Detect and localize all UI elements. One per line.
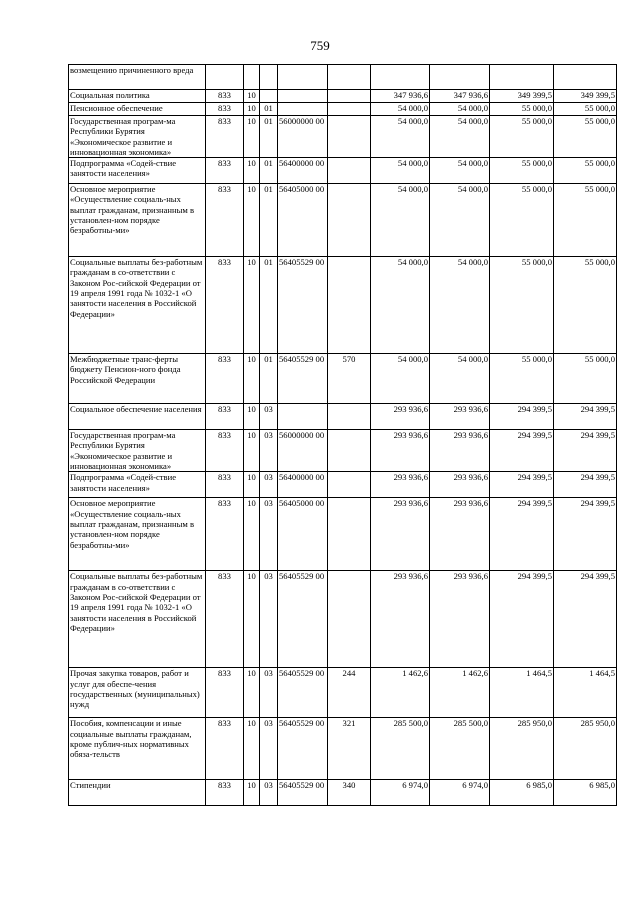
target-article-cell xyxy=(278,103,328,116)
subsection-code-cell: 03 xyxy=(260,668,278,718)
amount-cell: 55 000,0 xyxy=(554,257,617,354)
section-code-cell: 10 xyxy=(244,498,260,571)
section-code-cell: 10 xyxy=(244,668,260,718)
amount-cell: 294 399,5 xyxy=(490,404,554,430)
amount-cell: 54 000,0 xyxy=(371,184,430,257)
target-article-cell: 56400000 00 xyxy=(278,158,328,184)
subsection-code-cell xyxy=(260,65,278,90)
expense-type-cell xyxy=(328,103,371,116)
amount-cell xyxy=(554,65,617,90)
amount-cell: 293 936,6 xyxy=(371,498,430,571)
target-article-cell xyxy=(278,404,328,430)
amount-cell xyxy=(371,65,430,90)
target-article-cell: 56405529 00 xyxy=(278,668,328,718)
ministry-code-cell: 833 xyxy=(206,571,244,668)
amount-cell: 54 000,0 xyxy=(430,103,490,116)
amount-cell: 294 399,5 xyxy=(554,571,617,668)
amount-cell: 6 985,0 xyxy=(490,780,554,806)
amount-cell: 55 000,0 xyxy=(554,354,617,404)
amount-cell: 55 000,0 xyxy=(490,116,554,158)
target-article-cell: 56000000 00 xyxy=(278,116,328,158)
target-article-cell: 56405529 00 xyxy=(278,718,328,780)
target-article-cell xyxy=(278,65,328,90)
ministry-code-cell: 833 xyxy=(206,404,244,430)
amount-cell: 285 500,0 xyxy=(430,718,490,780)
row-name-cell: Стипендии xyxy=(69,780,206,806)
amount-cell: 285 500,0 xyxy=(371,718,430,780)
amount-cell: 285 950,0 xyxy=(554,718,617,780)
expense-type-cell xyxy=(328,404,371,430)
section-code-cell: 10 xyxy=(244,257,260,354)
table-row xyxy=(69,158,617,184)
amount-cell: 349 399,5 xyxy=(490,90,554,103)
table-row xyxy=(69,472,617,498)
amount-cell: 347 936,6 xyxy=(430,90,490,103)
subsection-code-cell: 01 xyxy=(260,116,278,158)
expense-type-cell xyxy=(328,65,371,90)
table-row xyxy=(69,430,617,472)
expense-type-cell xyxy=(328,116,371,158)
section-code-cell: 10 xyxy=(244,158,260,184)
amount-cell: 55 000,0 xyxy=(490,257,554,354)
table-row xyxy=(69,404,617,430)
ministry-code-cell: 833 xyxy=(206,780,244,806)
amount-cell: 55 000,0 xyxy=(490,158,554,184)
amount-cell: 349 399,5 xyxy=(554,90,617,103)
table-row xyxy=(69,571,617,668)
amount-cell: 55 000,0 xyxy=(554,103,617,116)
table-row xyxy=(69,668,617,718)
amount-cell: 293 936,6 xyxy=(371,571,430,668)
row-name-cell: Государственная програм-ма Республики Бурятия «Экономическое развитие и инновационная экономика» xyxy=(69,116,206,158)
amount-cell: 54 000,0 xyxy=(371,354,430,404)
amount-cell: 294 399,5 xyxy=(554,472,617,498)
target-article-cell: 56405529 00 xyxy=(278,354,328,404)
target-article-cell: 56405000 00 xyxy=(278,498,328,571)
amount-cell: 54 000,0 xyxy=(371,103,430,116)
expense-type-cell xyxy=(328,498,371,571)
section-code-cell: 10 xyxy=(244,718,260,780)
target-article-cell: 56405000 00 xyxy=(278,184,328,257)
section-code-cell: 10 xyxy=(244,571,260,668)
amount-cell: 293 936,6 xyxy=(371,404,430,430)
amount-cell: 1 464,5 xyxy=(490,668,554,718)
amount-cell: 54 000,0 xyxy=(371,158,430,184)
amount-cell: 294 399,5 xyxy=(554,430,617,472)
section-code-cell: 10 xyxy=(244,116,260,158)
table-row xyxy=(69,780,617,806)
amount-cell: 294 399,5 xyxy=(554,404,617,430)
amount-cell xyxy=(430,65,490,90)
amount-cell: 293 936,6 xyxy=(371,430,430,472)
expense-type-cell: 321 xyxy=(328,718,371,780)
subsection-code-cell: 01 xyxy=(260,257,278,354)
amount-cell: 1 464,5 xyxy=(554,668,617,718)
subsection-code-cell: 03 xyxy=(260,472,278,498)
ministry-code-cell: 833 xyxy=(206,257,244,354)
amount-cell: 294 399,5 xyxy=(490,571,554,668)
section-code-cell: 10 xyxy=(244,472,260,498)
subsection-code-cell: 01 xyxy=(260,184,278,257)
ministry-code-cell: 833 xyxy=(206,472,244,498)
amount-cell: 293 936,6 xyxy=(430,430,490,472)
amount-cell: 54 000,0 xyxy=(430,354,490,404)
ministry-code-cell: 833 xyxy=(206,718,244,780)
ministry-code-cell: 833 xyxy=(206,90,244,103)
row-name-cell: Основное мероприятие «Осуществление социаль-ных выплат гражданам, признанным в установлен-ном порядке безработны-ми» xyxy=(69,184,206,257)
section-code-cell: 10 xyxy=(244,103,260,116)
subsection-code-cell: 03 xyxy=(260,780,278,806)
amount-cell: 1 462,6 xyxy=(430,668,490,718)
amount-cell: 293 936,6 xyxy=(430,404,490,430)
ministry-code-cell: 833 xyxy=(206,158,244,184)
amount-cell: 55 000,0 xyxy=(554,116,617,158)
ministry-code-cell: 833 xyxy=(206,498,244,571)
ministry-code-cell: 833 xyxy=(206,668,244,718)
amount-cell: 347 936,6 xyxy=(371,90,430,103)
row-name-cell: Межбюджетные транс-ферты бюджету Пенсион-ного фонда Российской Федерации xyxy=(69,354,206,404)
subsection-code-cell: 03 xyxy=(260,404,278,430)
table-row xyxy=(69,257,617,354)
section-code-cell: 10 xyxy=(244,404,260,430)
subsection-code-cell: 03 xyxy=(260,498,278,571)
table-row xyxy=(69,103,617,116)
section-code-cell: 10 xyxy=(244,184,260,257)
subsection-code-cell: 03 xyxy=(260,430,278,472)
amount-cell: 54 000,0 xyxy=(430,184,490,257)
section-code-cell: 10 xyxy=(244,780,260,806)
row-name-cell: Подпрограмма «Содей-ствие занятости населения» xyxy=(69,158,206,184)
table-row xyxy=(69,354,617,404)
ministry-code-cell xyxy=(206,65,244,90)
target-article-cell: 56405529 00 xyxy=(278,571,328,668)
expense-type-cell xyxy=(328,571,371,668)
ministry-code-cell: 833 xyxy=(206,430,244,472)
table-body xyxy=(69,65,617,806)
expense-type-cell xyxy=(328,257,371,354)
expense-type-cell: 570 xyxy=(328,354,371,404)
page-number: 759 xyxy=(310,38,330,53)
ministry-code-cell: 833 xyxy=(206,184,244,257)
amount-cell: 54 000,0 xyxy=(430,116,490,158)
target-article-cell: 56000000 00 xyxy=(278,430,328,472)
amount-cell: 294 399,5 xyxy=(490,498,554,571)
subsection-code-cell: 01 xyxy=(260,103,278,116)
target-article-cell: 56405529 00 xyxy=(278,780,328,806)
amount-cell: 55 000,0 xyxy=(554,184,617,257)
amount-cell: 55 000,0 xyxy=(490,354,554,404)
target-article-cell: 56405529 00 xyxy=(278,257,328,354)
section-code-cell: 10 xyxy=(244,354,260,404)
subsection-code-cell xyxy=(260,90,278,103)
amount-cell: 54 000,0 xyxy=(371,116,430,158)
amount-cell: 293 936,6 xyxy=(430,472,490,498)
amount-cell: 293 936,6 xyxy=(430,498,490,571)
subsection-code-cell: 03 xyxy=(260,571,278,668)
row-name-cell: Социальные выплаты без-работным гражданам в со-ответствии с Законом Рос-сийской Федерации от 19 апреля 1991 года № 1032-1 «О занятости населения в Российской Федерации» xyxy=(69,571,206,668)
table-row xyxy=(69,90,617,103)
table-row xyxy=(69,116,617,158)
amount-cell: 294 399,5 xyxy=(490,472,554,498)
target-article-cell xyxy=(278,90,328,103)
row-name-cell: возмещению причиненного вреда xyxy=(69,65,206,90)
ministry-code-cell: 833 xyxy=(206,116,244,158)
section-code-cell xyxy=(244,65,260,90)
budget-table xyxy=(68,64,617,806)
subsection-code-cell: 01 xyxy=(260,158,278,184)
amount-cell: 285 950,0 xyxy=(490,718,554,780)
amount-cell xyxy=(490,65,554,90)
row-name-cell: Пенсионное обеспечение xyxy=(69,103,206,116)
target-article-cell: 56400000 00 xyxy=(278,472,328,498)
amount-cell: 55 000,0 xyxy=(490,184,554,257)
table-row xyxy=(69,718,617,780)
amount-cell: 6 974,0 xyxy=(430,780,490,806)
table-row xyxy=(69,184,617,257)
amount-cell: 1 462,6 xyxy=(371,668,430,718)
section-code-cell: 10 xyxy=(244,430,260,472)
table-row xyxy=(69,65,617,90)
section-code-cell: 10 xyxy=(244,90,260,103)
row-name-cell: Социальное обеспечение населения xyxy=(69,404,206,430)
expense-type-cell: 340 xyxy=(328,780,371,806)
amount-cell: 293 936,6 xyxy=(371,472,430,498)
subsection-code-cell: 03 xyxy=(260,718,278,780)
amount-cell: 54 000,0 xyxy=(430,158,490,184)
amount-cell: 6 985,0 xyxy=(554,780,617,806)
table-row xyxy=(69,498,617,571)
expense-type-cell xyxy=(328,472,371,498)
amount-cell: 6 974,0 xyxy=(371,780,430,806)
expense-type-cell xyxy=(328,158,371,184)
expense-type-cell: 244 xyxy=(328,668,371,718)
row-name-cell: Социальная политика xyxy=(69,90,206,103)
row-name-cell: Подпрограмма «Содей-ствие занятости населения» xyxy=(69,472,206,498)
amount-cell: 294 399,5 xyxy=(490,430,554,472)
row-name-cell: Основное мероприятие «Осуществление социаль-ных выплат гражданам, признанным в установлен-ном порядке безработны-ми» xyxy=(69,498,206,571)
ministry-code-cell: 833 xyxy=(206,103,244,116)
row-name-cell: Пособия, компенсации и иные социальные выплаты гражданам, кроме публич-ных нормативных обяза-тельств xyxy=(69,718,206,780)
subsection-code-cell: 01 xyxy=(260,354,278,404)
row-name-cell: Государственная програм-ма Республики Бурятия «Экономическое развитие и инновационная экономика» xyxy=(69,430,206,472)
expense-type-cell xyxy=(328,184,371,257)
ministry-code-cell: 833 xyxy=(206,354,244,404)
amount-cell: 294 399,5 xyxy=(554,498,617,571)
row-name-cell: Социальные выплаты без-работным гражданам в со-ответствии с Законом Рос-сийской Федерации от 19 апреля 1991 года № 1032-1 «О занятости населения в Российской Федерации» xyxy=(69,257,206,354)
amount-cell: 55 000,0 xyxy=(554,158,617,184)
amount-cell: 55 000,0 xyxy=(490,103,554,116)
expense-type-cell xyxy=(328,90,371,103)
amount-cell: 54 000,0 xyxy=(430,257,490,354)
amount-cell: 54 000,0 xyxy=(371,257,430,354)
expense-type-cell xyxy=(328,430,371,472)
row-name-cell: Прочая закупка товаров, работ и услуг для обеспе-чения государственных (муниципальных) нужд xyxy=(69,668,206,718)
amount-cell: 293 936,6 xyxy=(430,571,490,668)
